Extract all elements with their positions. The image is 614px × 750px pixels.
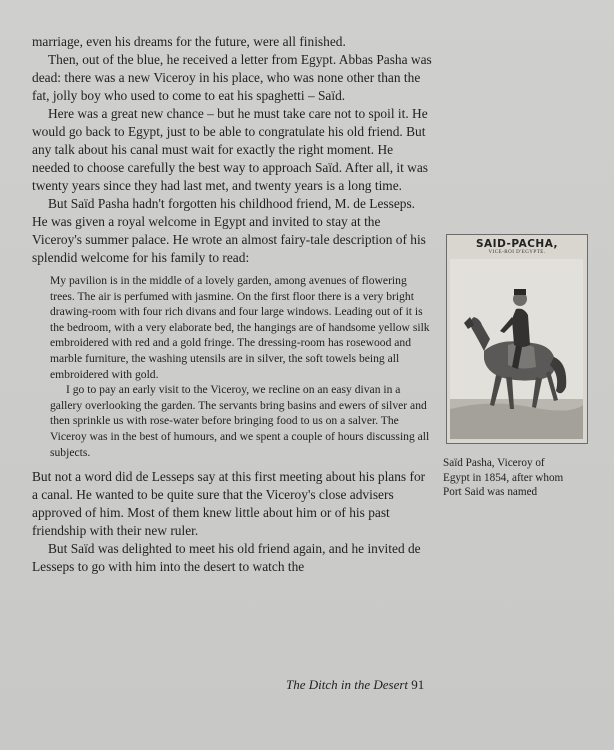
figure-subtitle: VICE-ROI D'EGYPTE. (488, 250, 546, 255)
quote-paragraph-2: I go to pay an early visit to the Viceroy, we recline on an easy divan in a gallery overlooking the garden. The servants bring basins and ewers of silver and then sprinkle us with rose-water before bringing food to us on a salver. The Viceroy was in the best of humours, and we spent a couple of hours discussing all subjects. (50, 383, 430, 459)
paragraph-5: But not a word did de Lesseps say at this first meeting about his plans for a canal. He wanted to be quite sure that the Viceroy's close advisers approved of him. Most of them knew little about him or of his past friendship with their new ruler. (32, 469, 426, 539)
paragraph-4: But Saïd Pasha hadn't forgotten his childhood friend, M. de Lesseps. He was given a royal welcome in Egypt and invited to stay at the Viceroy's summer palace. He wrote an almost fairy-tale description of his splendid welcome for his family to read: (32, 196, 426, 265)
figure-title: SAID-PACHA, (475, 238, 559, 250)
paragraph-2: Then, out of the blue, he received a letter from Egypt. Abbas Pasha was dead: there was a new Viceroy in his place, who was none other than the fat, jolly boy who used to come to eat his spaghetti – Saïd. (32, 52, 432, 103)
caption-line-3: Port Said was named (443, 486, 538, 499)
quote-paragraph-1: My pavilion is in the middle of a lovely garden, among avenues of flowering trees. The air is perfumed with jasmine. On the first floor there is a very bright drawing-room with four rich divans and four large windows. Leading out of it is the bedroom, with a very elaborate bed, the hangings are of handsome yellow silk embroidered with red and a gold fringe. The dressing-room has rosewood and marble furniture, the washing utensils are in silver, the soft towels being all embroidered with gold. (50, 274, 430, 381)
paragraph-3: Here was a great new chance – but he must take care not to spoil it. He would go back to Egypt, just to be able to congratulate his old friend. But any talk about his canal must wait for exactly the right moment. He needed to choose carefully the best way to approach Saïd. After all, it was twenty years since they had last met, and twenty years is a long time. (32, 106, 429, 193)
block-quote (50, 273, 430, 460)
said-pasha-engraving (446, 234, 588, 444)
running-footer (286, 677, 424, 693)
caption-line-2: Egypt in 1854, after whom (443, 471, 564, 484)
main-text-column (32, 33, 432, 576)
footer-title: The Ditch in the Desert (286, 677, 409, 692)
page-number: 91 (411, 677, 425, 692)
horseman-illustration (450, 259, 583, 439)
paragraph-1: marriage, even his dreams for the future, were all finished. (32, 34, 346, 49)
caption-line-1: Saïd Pasha, Viceroy of (443, 457, 545, 469)
paragraph-6: But Saïd was delighted to meet his old friend again, and he invited de Lesseps to go with him into the desert to watch the (32, 541, 421, 575)
figure-caption (443, 456, 593, 500)
